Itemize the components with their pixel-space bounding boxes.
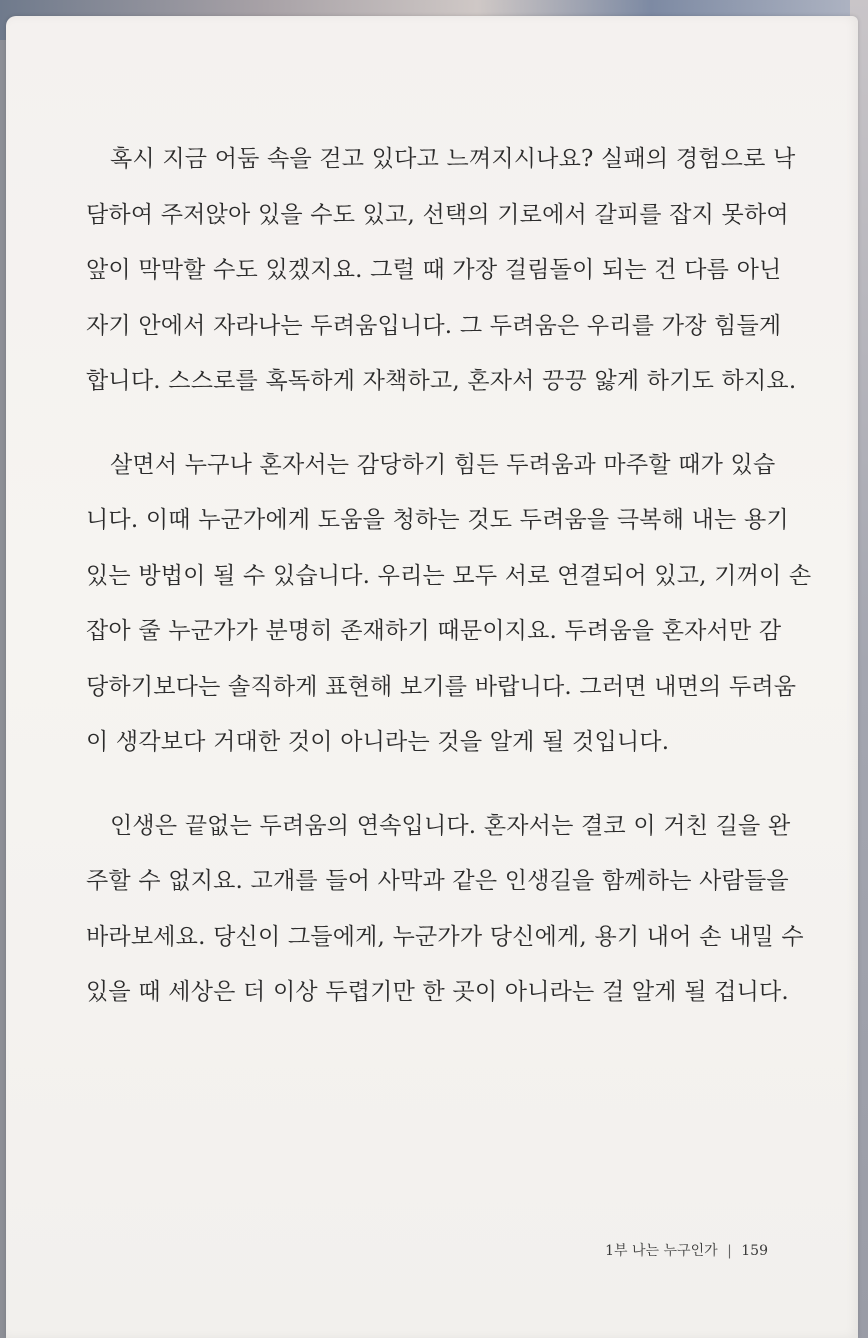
text-line: 혹시 지금 어둠 속을 걷고 있다고 느껴지시나요? 실패의 경험으로 낙: [110, 146, 796, 172]
text-line: 잡아 줄 누군가가 분명히 존재하기 때문이지요. 두려움을 혼자서만 감: [86, 618, 782, 644]
text-line: 있을 때 세상은 더 이상 두렵기만 한 곳이 아니라는 걸 알게 될 겁니다.: [86, 979, 789, 1005]
page-footer: [605, 1240, 768, 1260]
body-text: [86, 132, 812, 1049]
text-line: 앞이 막막할 수도 있겠지요. 그럴 때 가장 걸림돌이 되는 건 다름 아닌: [86, 257, 782, 283]
text-line: 인생은 끝없는 두려움의 연속입니다. 혼자서는 결코 이 거친 길을 완: [110, 812, 791, 839]
text-line: 이 생각보다 거대한 것이 아니라는 것을 알게 될 것입니다.: [86, 729, 670, 755]
page-number: 159: [741, 1243, 768, 1259]
footer-separator: |: [727, 1243, 732, 1259]
text-line: 합니다. 스스로를 혹독하게 자책하고, 혼자서 끙끙 앓게 하기도 하지요.: [86, 368, 797, 394]
text-line: 니다. 이때 누군가에게 도움을 청하는 것도 두려움을 극복해 내는 용기: [86, 507, 789, 533]
footer-section: 1부: [605, 1243, 628, 1259]
text-line: 살면서 누구나 혼자서는 감당하기 힘든 두려움과 마주할 때가 있습: [110, 451, 776, 478]
paragraph-1: [86, 132, 797, 410]
paragraph-3: [86, 799, 804, 1021]
paragraph-2: [86, 438, 812, 771]
text-line: 있는 방법이 될 수 있습니다. 우리는 모두 서로 연결되어 있고, 기꺼이 손: [86, 562, 812, 589]
text-line: 바라보세요. 당신이 그들에게, 누군가가 당신에게, 용기 내어 손 내밀 수: [86, 923, 804, 950]
text-line: 당하기보다는 솔직하게 표현해 보기를 바랍니다. 그러면 내면의 두려움: [86, 673, 797, 700]
footer-chapter-title: 나는 누구인가: [632, 1243, 718, 1259]
text-line: 자기 안에서 자라나는 두려움입니다. 그 두려움은 우리를 가장 힘들게: [86, 312, 782, 339]
text-line: 주할 수 없지요. 고개를 들어 사막과 같은 인생길을 함께하는 사람들을: [86, 868, 789, 894]
text-line: 담하여 주저앉아 있을 수도 있고, 선택의 기로에서 갈피를 잡지 못하여: [86, 201, 789, 228]
